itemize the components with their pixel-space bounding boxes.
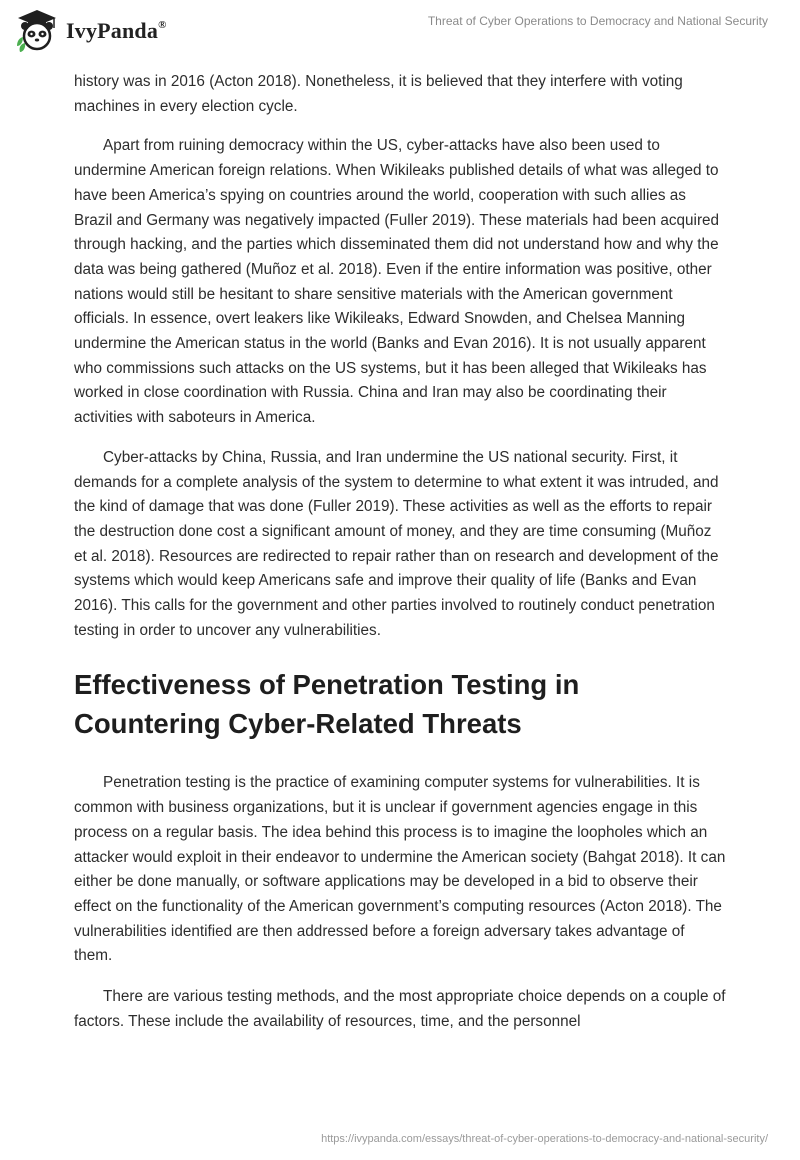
paragraph: Cyber-attacks by China, Russia, and Iran undermine the US national security. First, it demands for a complete analysis of the system to determine to what extent it was intruded, and the kind of damage that was done (Fuller 2019). These activities as well as the efforts to repair the destruction done cost a significant amount of money, and they are time consuming (Muñoz et al. 2018). Resources are redirected to repair rather than on research and development of the systems which would keep Americans safe and improve their quality of life (Banks and Evan 2016). This calls for the government and other parties involved to routinely conduct penetration testing in order to uncover any vulnerabilities. — [74, 448, 719, 639]
paragraph: There are various testing methods, and the most appropriate choice depends on a couple of factors. These include the availability of resources, time, and the personnel — [74, 988, 726, 1030]
section-heading: Effectiveness of Penetration Testing in Countering Cyber-Related Threats — [74, 669, 580, 740]
page-header — [0, 0, 800, 64]
paragraph: Penetration testing is the practice of examining computer systems for vulnerabilities. It is common with business organizations, but it is unclear if government agencies engage in this process on a regular basis. The idea behind this process is to imagine the loopholes which an attacker would exploit in their endeavor to undermine the American society (Bahgat 2018). It can either be done manually, or software applications may be developed in a bid to observe their effect on the functionality of the American government’s computing resources (Acton 2018). The vulnerabilities identified are then addressed before a foreign adversary takes advantage of them. — [74, 774, 726, 965]
document-title: Threat of Cyber Operations to Democracy and National Security — [427, 14, 768, 28]
brand-name: IvyPanda® — [66, 18, 167, 43]
ivypanda-logo[interactable] — [14, 8, 167, 54]
panda-logo-icon — [14, 8, 60, 54]
essay-content — [74, 70, 726, 1035]
source-url[interactable]: https://ivypanda.com/essays/threat-of-cyber-operations-to-democracy-and-national-security/ — [321, 1133, 768, 1145]
paragraph: Apart from ruining democracy within the US, cyber-attacks have also been used to undermine American foreign relations. When Wikileaks published details of what was alleged to have been America’s spying on countries around the world, cooperation with such allies as Brazil and Germany was negatively impacted (Fuller 2019). These materials had been acquired through hacking, and the parties which disseminated them did not understand how and why the data was being gathered (Muñoz et al. 2018). Even if the entire information was positive, other nations would still be hesitant to share sensitive materials with the American government officials. In essence, overt leakers like Wikileaks, Edward Snowden, and Chelsea Manning undermine the American status in the world (Banks and Evan 2016). It is not usually apparent who commissions such attacks on the US systems, but it has been alleged that Wikileaks has worked in close coordination with Russia. China and Iran may also be coordinating their activities with saboteurs in America. — [74, 137, 720, 427]
paragraph: history was in 2016 (Acton 2018). Nonetheless, it is believed that they interfere with voting machines in every election cycle. — [74, 73, 683, 115]
